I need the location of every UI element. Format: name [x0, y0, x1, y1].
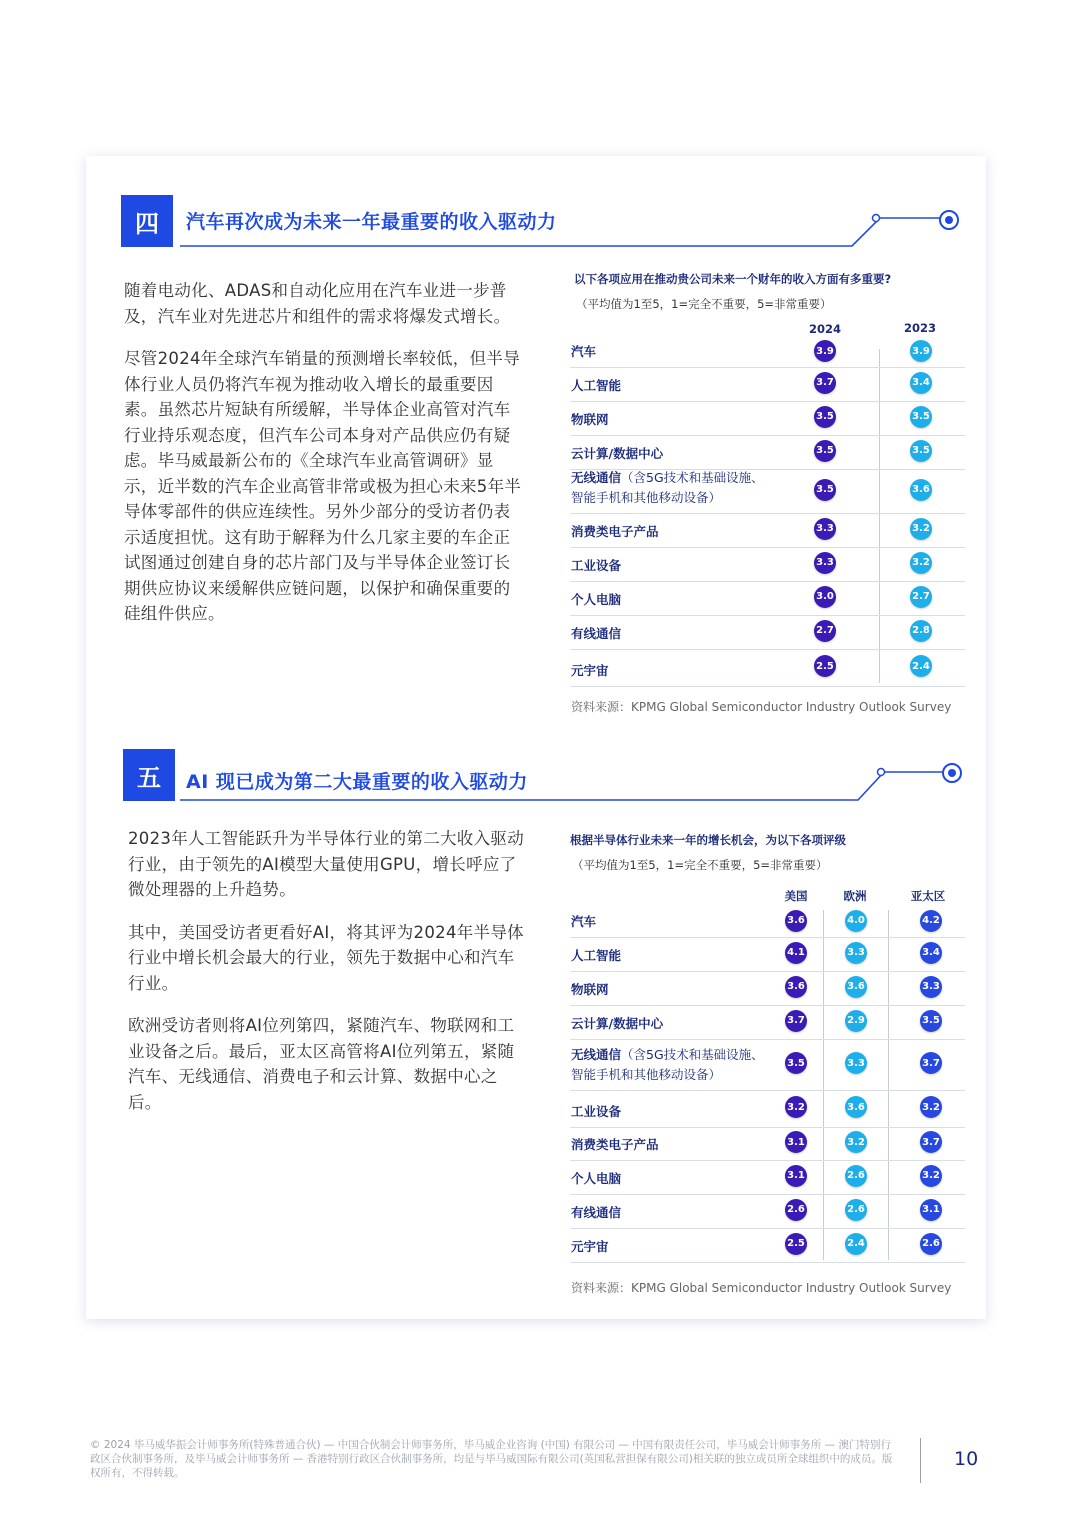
value-dot: 3.2 — [920, 1165, 942, 1187]
row-label-text: 云计算/数据中心 — [571, 446, 664, 461]
value-dot: 3.0 — [814, 586, 836, 608]
value-dot: 4.1 — [785, 942, 807, 964]
value-dot: 2.6 — [845, 1199, 867, 1221]
table-row — [570, 548, 965, 582]
value-dot: 3.2 — [785, 1096, 807, 1118]
paragraph: 尽管2024年全球汽车销量的预测增长率较低，但半导体行业人员仍将汽车视为推动收入增长的最重要因素。虽然芯片短缺有所缓解，半导体企业高管对汽车行业持乐观态度，但汽车公司本身对产品供应仍有疑虑。毕马威最新公布的《全球汽车业高管调研》显示，近半数的汽车企业高管非常或极为担心未来5年半导体零部件的供应连续性。另外少部分的受访者仍表示适度担忧。这有助于解释为什么几家主要的车企正试图通过创建自身的芯片部门及与半导体企业签订长期供应协议来缓解供应链问题，以保护和确保重要的硅组件供应。 — [124, 349, 522, 623]
value-dot: 4.0 — [845, 910, 867, 932]
value-dot: 3.3 — [814, 518, 836, 540]
value-dot: 2.5 — [814, 655, 836, 677]
table-row — [570, 582, 965, 616]
row-label — [571, 1135, 659, 1155]
value-dot: 3.2 — [920, 1096, 942, 1118]
section-5-divider-line — [180, 762, 970, 806]
row-label — [571, 410, 609, 430]
value-dot: 2.4 — [910, 655, 932, 677]
value-dot: 3.2 — [845, 1131, 867, 1153]
value-dot: 3.7 — [920, 1131, 942, 1153]
footer-divider — [920, 1438, 921, 1483]
column-header-apac: 亚太区 — [910, 889, 946, 903]
value-dot: 3.5 — [814, 406, 836, 428]
row-label-text: 元宇宙 — [571, 1239, 609, 1254]
value-dot: 3.1 — [920, 1199, 942, 1221]
value-dot: 3.1 — [785, 1165, 807, 1187]
row-label — [571, 1014, 663, 1034]
page-number: 10 — [954, 1448, 979, 1470]
table-1-source: 资料来源：KPMG Global Semiconductor Industry Outlook Survey — [571, 700, 952, 714]
table-row — [570, 616, 965, 650]
row-label-text: 汽车 — [571, 344, 597, 359]
table-row — [570, 368, 965, 402]
table-row — [570, 470, 965, 514]
table-1-subtitle: （平均值为1至5，1=完全不重要，5=非常重要） — [576, 297, 832, 311]
row-label — [571, 590, 621, 610]
table-row — [570, 1128, 965, 1161]
row-label-text: 物联网 — [571, 412, 609, 427]
value-dot: 2.6 — [785, 1199, 807, 1221]
value-dot: 3.7 — [785, 1010, 807, 1032]
table-row — [570, 1161, 965, 1195]
table-2-title: 根据半导体行业未来一年的增长机会，为以下各项评级 — [570, 833, 846, 847]
row-label — [571, 946, 621, 966]
value-dot: 3.4 — [910, 372, 932, 394]
value-dot: 3.7 — [920, 1052, 942, 1074]
row-label-note-line2: 智能手机和其他移动设备） — [571, 490, 722, 505]
paragraph: 欧洲受访者则将AI位列第四，紧随汽车、物联网和工业设备之后。最后，亚太区高管将AI位列第五，紧随汽车、无线通信、消费电子和云计算、数据中心之后。 — [128, 1016, 515, 1112]
row-label-note: （含5G技术和基础设施、 — [621, 470, 764, 485]
table-2-source: 资料来源：KPMG Global Semiconductor Industry Outlook Survey — [571, 1281, 952, 1295]
section-5-text — [128, 826, 526, 1132]
row-label — [571, 912, 596, 932]
section-5-number: 五 — [123, 749, 175, 801]
value-dot: 3.7 — [814, 372, 836, 394]
value-dot: 2.4 — [845, 1233, 867, 1255]
table-row — [570, 402, 965, 436]
row-label-text: 工业设备 — [571, 1104, 622, 1119]
row-label — [571, 661, 609, 681]
row-label-text: 工业设备 — [571, 558, 622, 573]
section-4-divider-line — [180, 206, 970, 250]
table-row — [570, 1229, 965, 1263]
row-label-text: 云计算/数据中心 — [571, 1016, 664, 1031]
value-dot: 2.7 — [814, 620, 836, 642]
table-row — [570, 908, 965, 938]
row-label-text: 个人电脑 — [571, 592, 622, 607]
row-label-text: 元宇宙 — [571, 663, 609, 678]
value-dot: 2.6 — [845, 1165, 867, 1187]
value-dot: 2.7 — [910, 586, 932, 608]
value-dot: 2.8 — [910, 620, 932, 642]
row-label — [571, 1169, 621, 1189]
column-header-2024: 2024 — [808, 322, 841, 336]
row-label — [571, 980, 609, 1000]
row-label-text: 人工智能 — [571, 948, 622, 963]
value-dot: 3.3 — [814, 552, 836, 574]
value-dot: 3.6 — [910, 479, 932, 501]
value-dot: 2.6 — [920, 1233, 942, 1255]
value-dot: 3.6 — [845, 976, 867, 998]
section-5-title: AI 现已成为第二大最重要的收入驱动力 — [186, 771, 528, 793]
row-label-text: 有线通信 — [571, 1205, 622, 1220]
row-label-note-line2: 智能手机和其他移动设备） — [571, 1067, 722, 1082]
paragraph: 随着电动化、ADAS和自动化应用在汽车业进一步普及，汽车业对先进芯片和组件的需求将爆发式增长。 — [124, 281, 511, 326]
row-label — [571, 468, 764, 508]
paragraph: 其中，美国受访者更看好AI，将其评为2024年半导体行业中增长机会最大的行业，领先于数据中心和汽车行业。 — [128, 922, 524, 993]
table-1-title: 以下各项应用在推动贵公司未来一个财年的收入方面有多重要? — [574, 272, 892, 286]
value-dot: 3.9 — [814, 340, 836, 362]
value-dot: 3.3 — [845, 942, 867, 964]
value-dot: 3.5 — [910, 440, 932, 462]
row-label-text: 消费类电子产品 — [571, 1137, 659, 1152]
value-dot: 4.2 — [920, 910, 942, 932]
column-header-us: 美国 — [784, 889, 808, 903]
value-dot: 3.6 — [785, 910, 807, 932]
value-dot: 2.5 — [785, 1233, 807, 1255]
row-label — [571, 624, 621, 644]
section-4-title: 汽车再次成为未来一年最重要的收入驱动力 — [186, 211, 557, 233]
row-label-text: 无线通信 — [571, 1047, 622, 1062]
table-row — [570, 339, 965, 368]
row-label-text: 汽车 — [571, 914, 597, 929]
value-dot: 3.9 — [910, 340, 932, 362]
section-4-number: 四 — [121, 195, 173, 247]
row-label — [571, 1237, 609, 1257]
value-dot: 3.5 — [910, 406, 932, 428]
value-dot: 3.1 — [785, 1131, 807, 1153]
table-row — [570, 1091, 965, 1128]
row-label-text: 物联网 — [571, 982, 609, 997]
row-label — [571, 342, 596, 362]
table-row — [570, 650, 965, 687]
row-label — [571, 522, 659, 542]
value-dot: 3.3 — [845, 1052, 867, 1074]
row-label-text: 无线通信 — [571, 470, 622, 485]
value-dot: 3.5 — [920, 1010, 942, 1032]
value-dot: 3.5 — [814, 479, 836, 501]
value-dot: 3.5 — [785, 1052, 807, 1074]
row-label — [571, 376, 621, 396]
value-dot: 3.2 — [910, 552, 932, 574]
value-dot: 3.3 — [920, 976, 942, 998]
footer-copyright: © 2024 毕马威华振会计师事务所(特殊普通合伙) — 中国合伙制会计师事务所，毕马威企业咨询 (中国) 有限公司 — 中国有限责任公司，毕马威会计师事务所 — 澳门特别行政区合伙制事务所，及毕马威会计师事务所 — 香港特别行政区合伙制事务所，均是与毕马威国际有限公司(英国私营担保有限公司)相关联的独立成员所全球组织中的成员。版权所有，不得转载。 — [90, 1439, 893, 1479]
table-2-subtitle: （平均值为1至5，1=完全不重要，5=非常重要） — [572, 858, 828, 872]
value-dot: 3.6 — [845, 1096, 867, 1118]
value-dot: 2.9 — [845, 1010, 867, 1032]
paragraph: 2023年人工智能跃升为半导体行业的第二大收入驱动行业，由于领先的AI模型大量使用GPU，增长呼应了微处理器的上升趋势。 — [128, 829, 524, 899]
table-row — [570, 436, 965, 470]
row-label — [571, 556, 621, 576]
table-row — [570, 1006, 965, 1040]
table-row — [570, 972, 965, 1006]
row-label-text: 有线通信 — [571, 626, 622, 641]
section-4-text — [124, 278, 524, 644]
value-dot: 3.4 — [920, 942, 942, 964]
row-label-note: （含5G技术和基础设施、 — [621, 1047, 764, 1062]
row-label-text: 消费类电子产品 — [571, 524, 659, 539]
value-dot: 3.6 — [785, 976, 807, 998]
row-label — [571, 1203, 621, 1223]
table-row — [570, 514, 965, 548]
value-dot: 3.5 — [814, 440, 836, 462]
table-row — [570, 938, 965, 972]
row-label — [571, 444, 663, 464]
value-dot: 3.2 — [910, 518, 932, 540]
table-row — [570, 1195, 965, 1229]
row-label — [571, 1102, 621, 1122]
row-label — [571, 1045, 764, 1085]
column-header-2023: 2023 — [903, 321, 936, 335]
row-label-text: 个人电脑 — [571, 1171, 622, 1186]
column-header-europe: 欧洲 — [843, 889, 867, 903]
row-label-text: 人工智能 — [571, 378, 622, 393]
table-row — [570, 1040, 965, 1091]
